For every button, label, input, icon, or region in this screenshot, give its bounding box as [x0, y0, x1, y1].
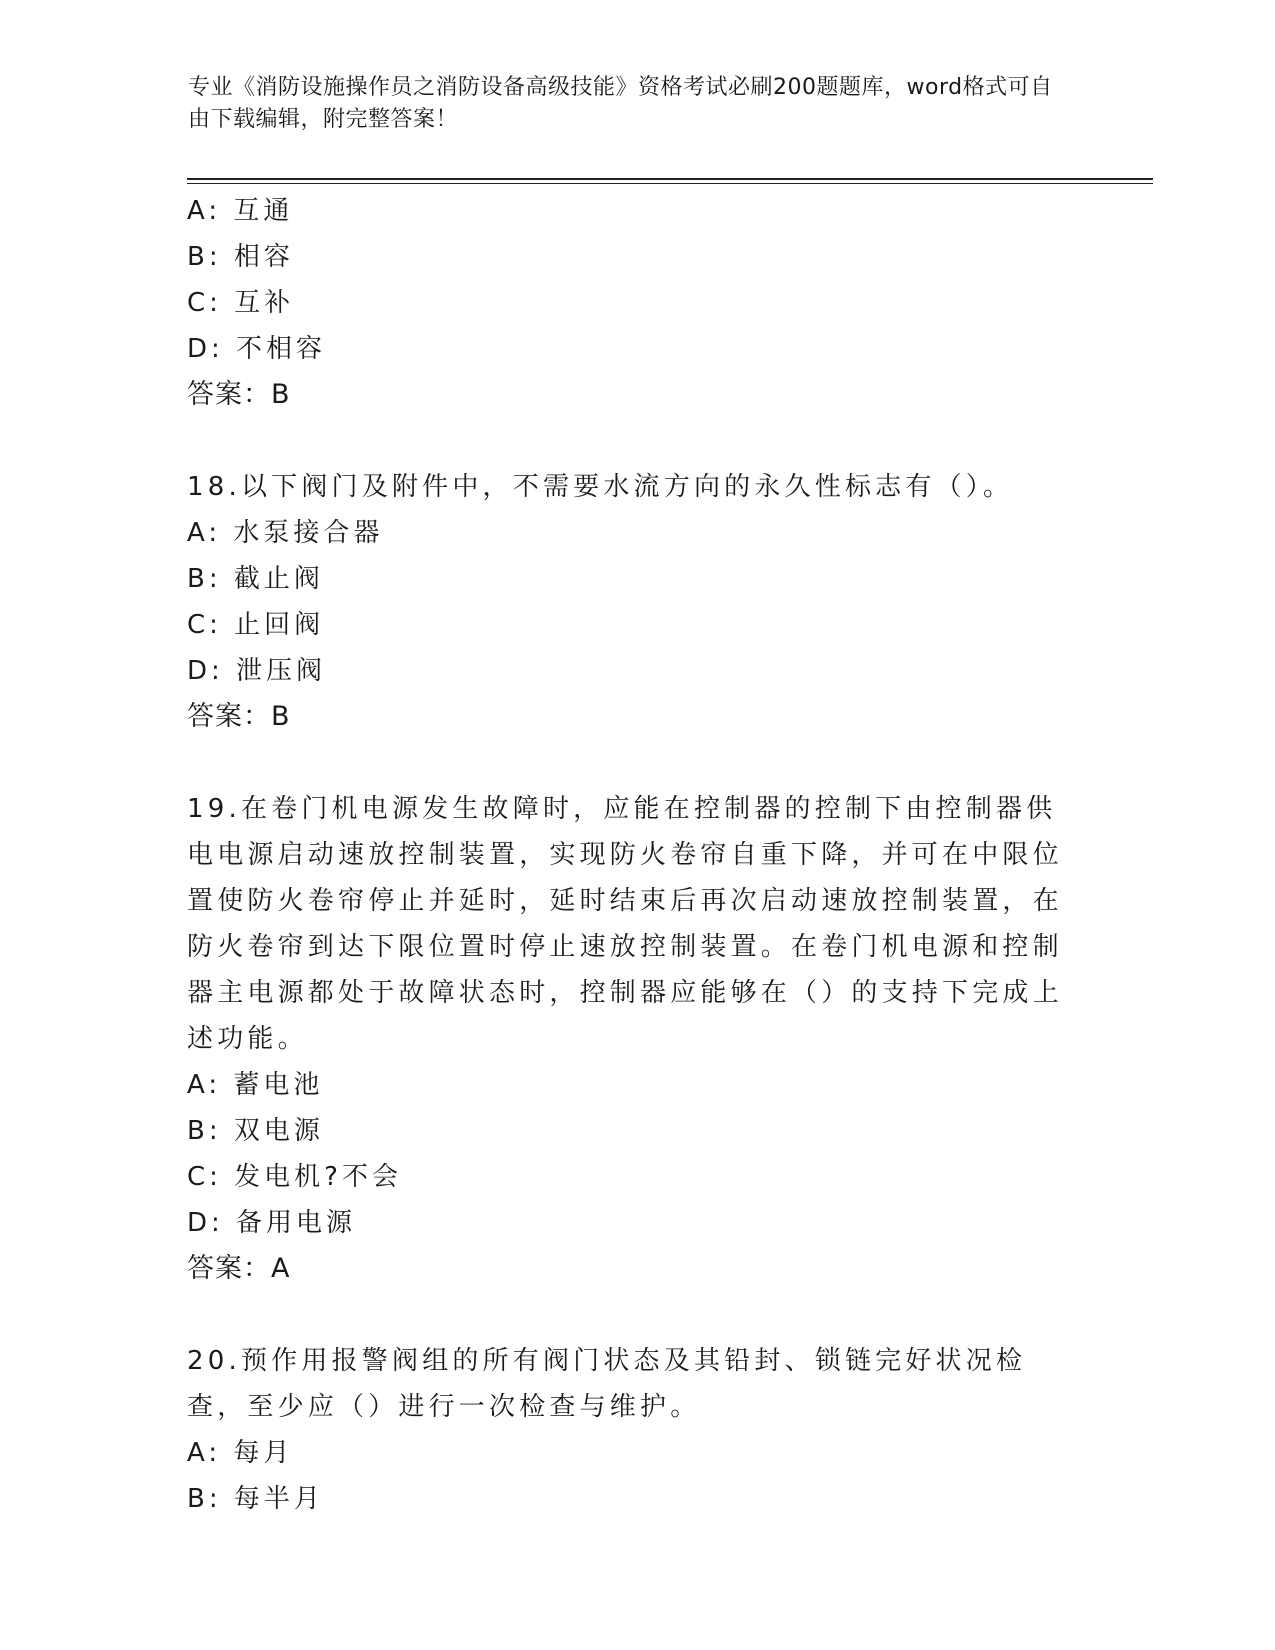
spacer — [187, 418, 1087, 464]
option-d: D: 泄压阀 — [187, 656, 327, 686]
option-b: B: 双电源 — [187, 1116, 324, 1146]
option-b: B: 相容 — [187, 242, 294, 272]
question-20 — [187, 1338, 1087, 1522]
option-d: D: 不相容 — [187, 334, 327, 364]
question-17 — [187, 188, 1087, 418]
document-header: 专业《消防设施操作员之消防设备高级技能》资格考试必刷200题题库，word格式可自由下载编辑，附完整答案！ — [188, 75, 1053, 132]
option-b: B: 每半月 — [187, 1484, 324, 1514]
spacer — [187, 740, 1087, 786]
option-a: A: 互通 — [187, 196, 294, 226]
answer: 答案：A — [187, 1253, 291, 1284]
question-18 — [187, 464, 1087, 740]
option-c: C: 互补 — [187, 288, 295, 318]
question-list — [187, 188, 1087, 1522]
answer: 答案：B — [187, 379, 291, 410]
header-rule-thin — [187, 183, 1153, 184]
question-19 — [187, 786, 1087, 1292]
question-stem: 18.以下阀门及附件中，不需要水流方向的永久性标志有（）。 — [187, 472, 1014, 502]
spacer — [187, 1292, 1087, 1338]
answer: 答案：B — [187, 701, 291, 732]
option-a: A: 蓄电池 — [187, 1070, 324, 1100]
option-a: A: 水泵接合器 — [187, 518, 384, 548]
option-b: B: 截止阀 — [187, 564, 324, 594]
question-stem: 20.预作用报警阀组的所有阀门状态及其铅封、锁链完好状况检查，至少应（）进行一次检查与维护。 — [187, 1346, 1027, 1422]
option-c: C: 发电机?不会 — [187, 1162, 402, 1192]
header-rule-thick — [187, 178, 1153, 180]
option-a: A: 每月 — [187, 1438, 294, 1468]
option-c: C: 止回阀 — [187, 610, 325, 640]
option-d: D: 备用电源 — [187, 1208, 357, 1238]
question-stem: 19.在卷门机电源发生故障时，应能在控制器的控制下由控制器供电电源启动速放控制装置，实现防火卷帘自重下降，并可在中限位置使防火卷帘停止并延时，延时结束后再次启动速放控制装置，在防火卷帘到达下限位置时停止速放控制装置。在卷门机电源和控制器主电源都处于故障状态时，控制器应能够在（）的支持下完成上述功能。 — [187, 794, 1063, 1054]
